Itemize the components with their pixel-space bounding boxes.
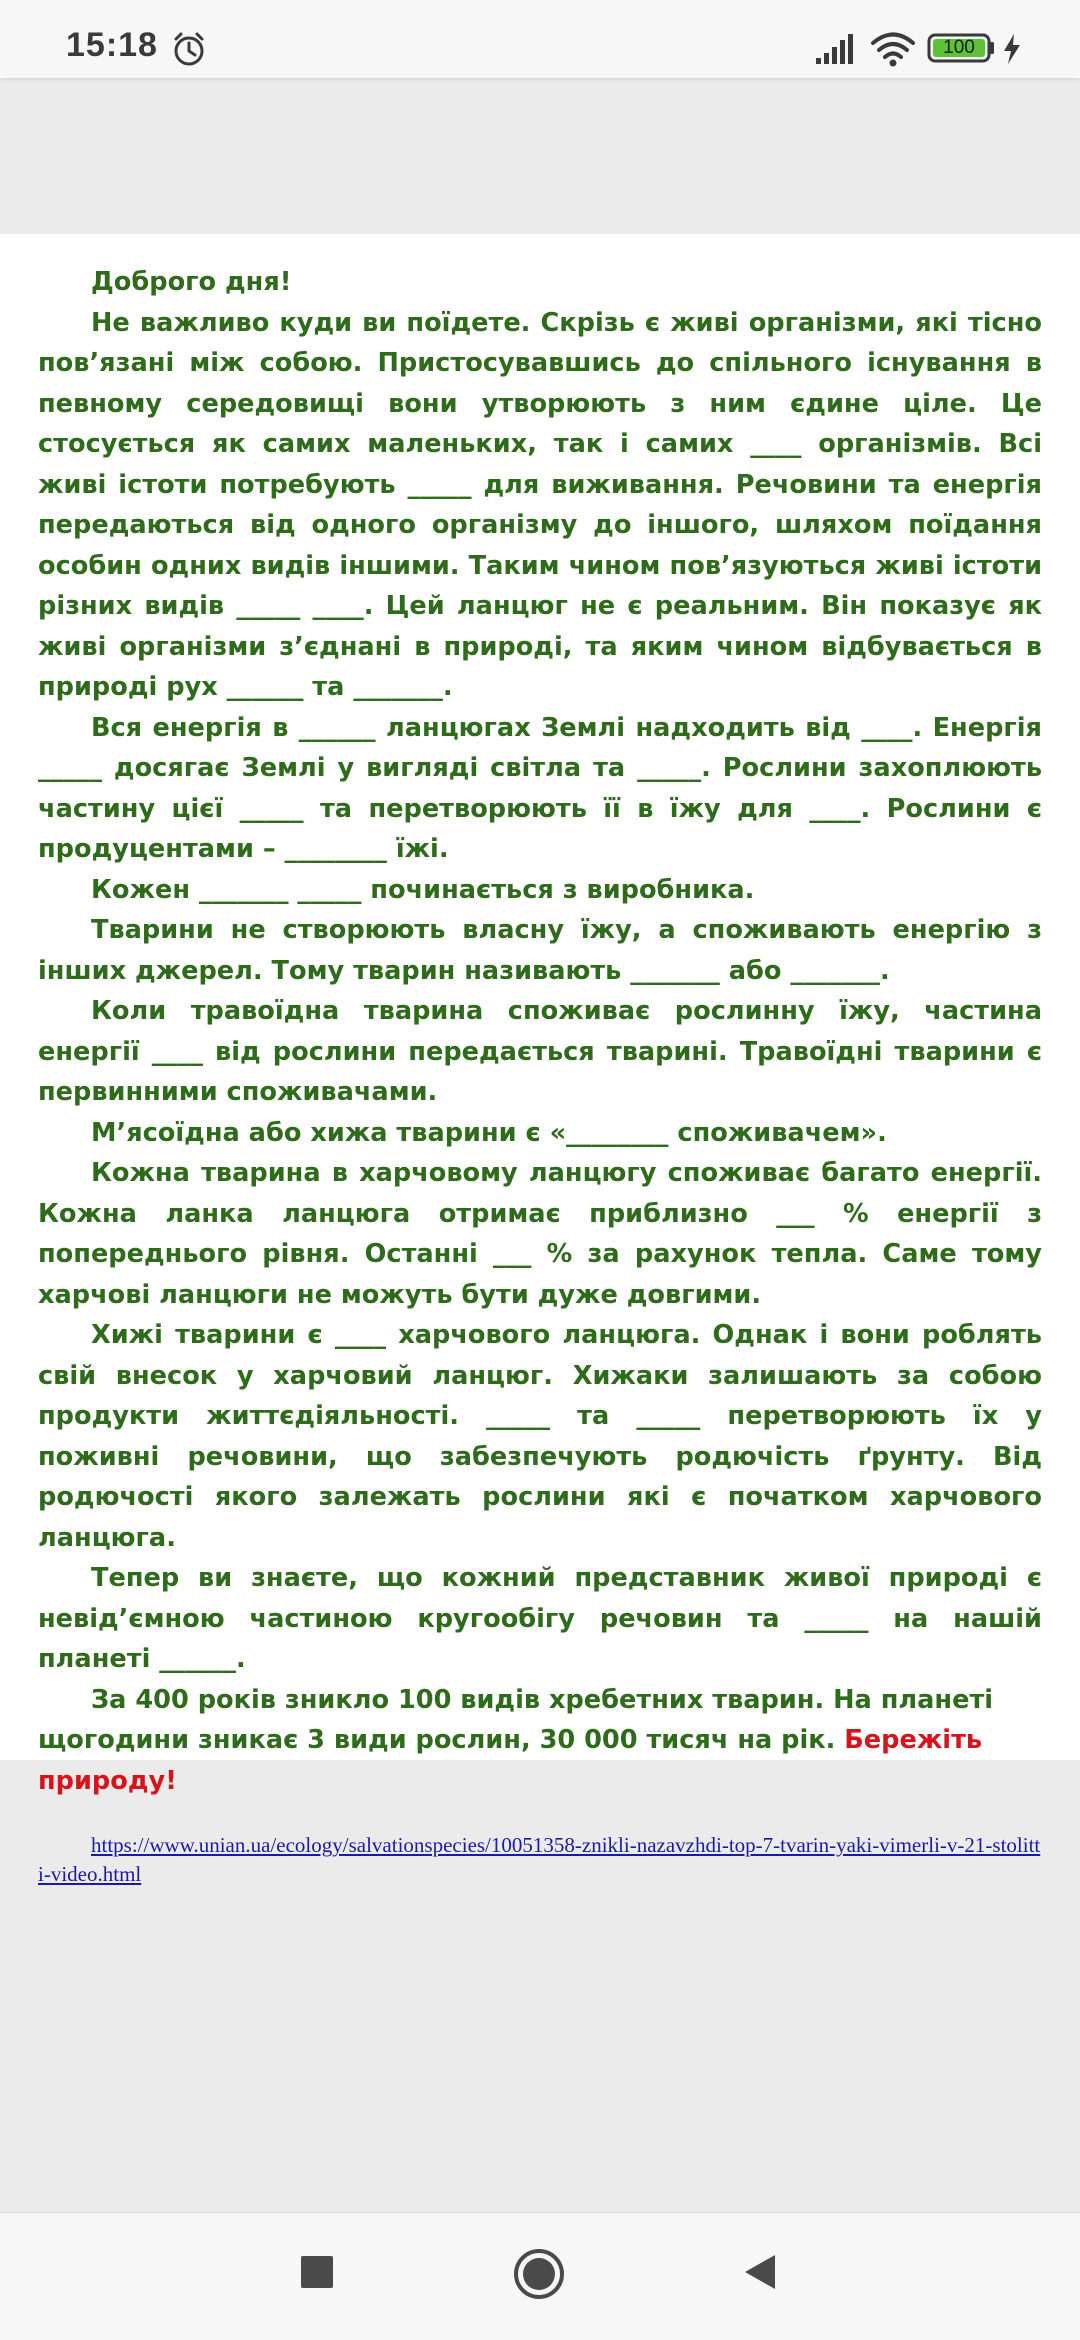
alarm-icon <box>170 30 208 72</box>
document-page <box>0 234 1080 1886</box>
charging-icon <box>1000 32 1024 70</box>
paragraph-carnivore: М’ясоїдна або хижа тварини є «________ споживачем». <box>91 1117 887 1148</box>
paragraph-conclusion: Тепер ви знаєте, що кожний представник живої природі є невід’ємною частиною кругообігу речовин та _____ на нашій планеті ______. <box>38 1563 1042 1674</box>
greeting: Доброго дня! <box>91 267 292 297</box>
recents-button[interactable] <box>300 2255 334 2293</box>
paragraph-animals: Тварини не створюють власну їжу, а споживають енергію з інших джерел. Тому тварин називають _______ або _______. <box>38 915 1042 986</box>
home-button[interactable] <box>512 2247 566 2305</box>
source-link-block <box>38 1831 1042 1889</box>
back-button[interactable] <box>742 2253 778 2295</box>
paragraph-energy-transfer: Кожна тварина в харчовому ланцюгу споживає багато енергії. Кожна ланка ланцюга отримає приблизно ___ % енергії з попереднього рівня. Останні ___ % за рахунок тепла. Саме тому харчові ланцюги не можуть бути дуже довгими. <box>38 1158 1042 1310</box>
battery-level: 100 <box>943 37 975 58</box>
status-bar <box>0 0 1080 78</box>
final-text: За 400 років зникло 100 видів хребетних тварин. На планеті щогодини зникає 3 види рослин, 30 000 тисяч на рік. <box>38 1684 994 1755</box>
wifi-icon <box>869 30 917 72</box>
paragraph-final <box>38 1680 1042 1802</box>
status-time: 15:18 <box>66 26 158 64</box>
paragraph-chain-start: Кожен _______ _____ починається з виробника. <box>91 874 755 905</box>
final-highlight: Бережіть природу! <box>38 1725 983 1796</box>
signal-icon <box>814 32 858 70</box>
source-link[interactable]: https://www.unian.ua/ecology/salvationspecies/10051358-znikli-nazavzhdi-top-7-tvarin-yaki-vimerli-v-21-stolitti-video.html <box>38 1833 1041 1886</box>
paragraph-energy: Вся енергія в ______ ланцюгах Землі надходить від ____. Енергія _____ досягає Землі у вигляді світла та _____. Рослини захоплюють частину цієї _____ та перетворюють її в їжу для ____. Рослини є продуцентами – ________ їжі. <box>38 712 1042 864</box>
paragraph-herbivore: Коли травоїдна тварина споживає рослинну їжу, частина енергії ____ від рослини передається тварині. Травоїдні тварини є первинними споживачами. <box>38 996 1042 1107</box>
navigation-bar <box>0 2212 1080 2340</box>
paragraph-intro: Не важливо куди ви поїдете. Скрізь є живі організми, які тісно пов’язані між собою. Пристосувавшись до спільного існування в певному середовищі вони утворюють з ним єдине ціле. Це стосується як самих маленьких, так і самих ____ організмів. Всі живі істоти потребують _____ для виживання. Речовини та енергія передаються від одного організму до іншого, шляхом поїдання особин одних видів іншими. Таким чином пов’язуються живі істоти різних видів _____ ____. Цей ланцюг не є реальним. Він показує як живі організми з’єднані в природі, та яким чином відбувається в природі рух ______ та _______. <box>38 307 1042 702</box>
document-content <box>38 262 1042 1889</box>
paragraph-predators: Хижі тварини є ____ харчового ланцюга. Однак і вони роблять свій внесок у харчовий ланцюг. Хижаки залишають за собою продукти життєдіяльності. _____ та _____ перетворюють їх у поживні речовини, що забезпечують родючість ґрунту. Від родючості якого залежать рослини які є початком харчового ланцюга. <box>38 1320 1042 1553</box>
